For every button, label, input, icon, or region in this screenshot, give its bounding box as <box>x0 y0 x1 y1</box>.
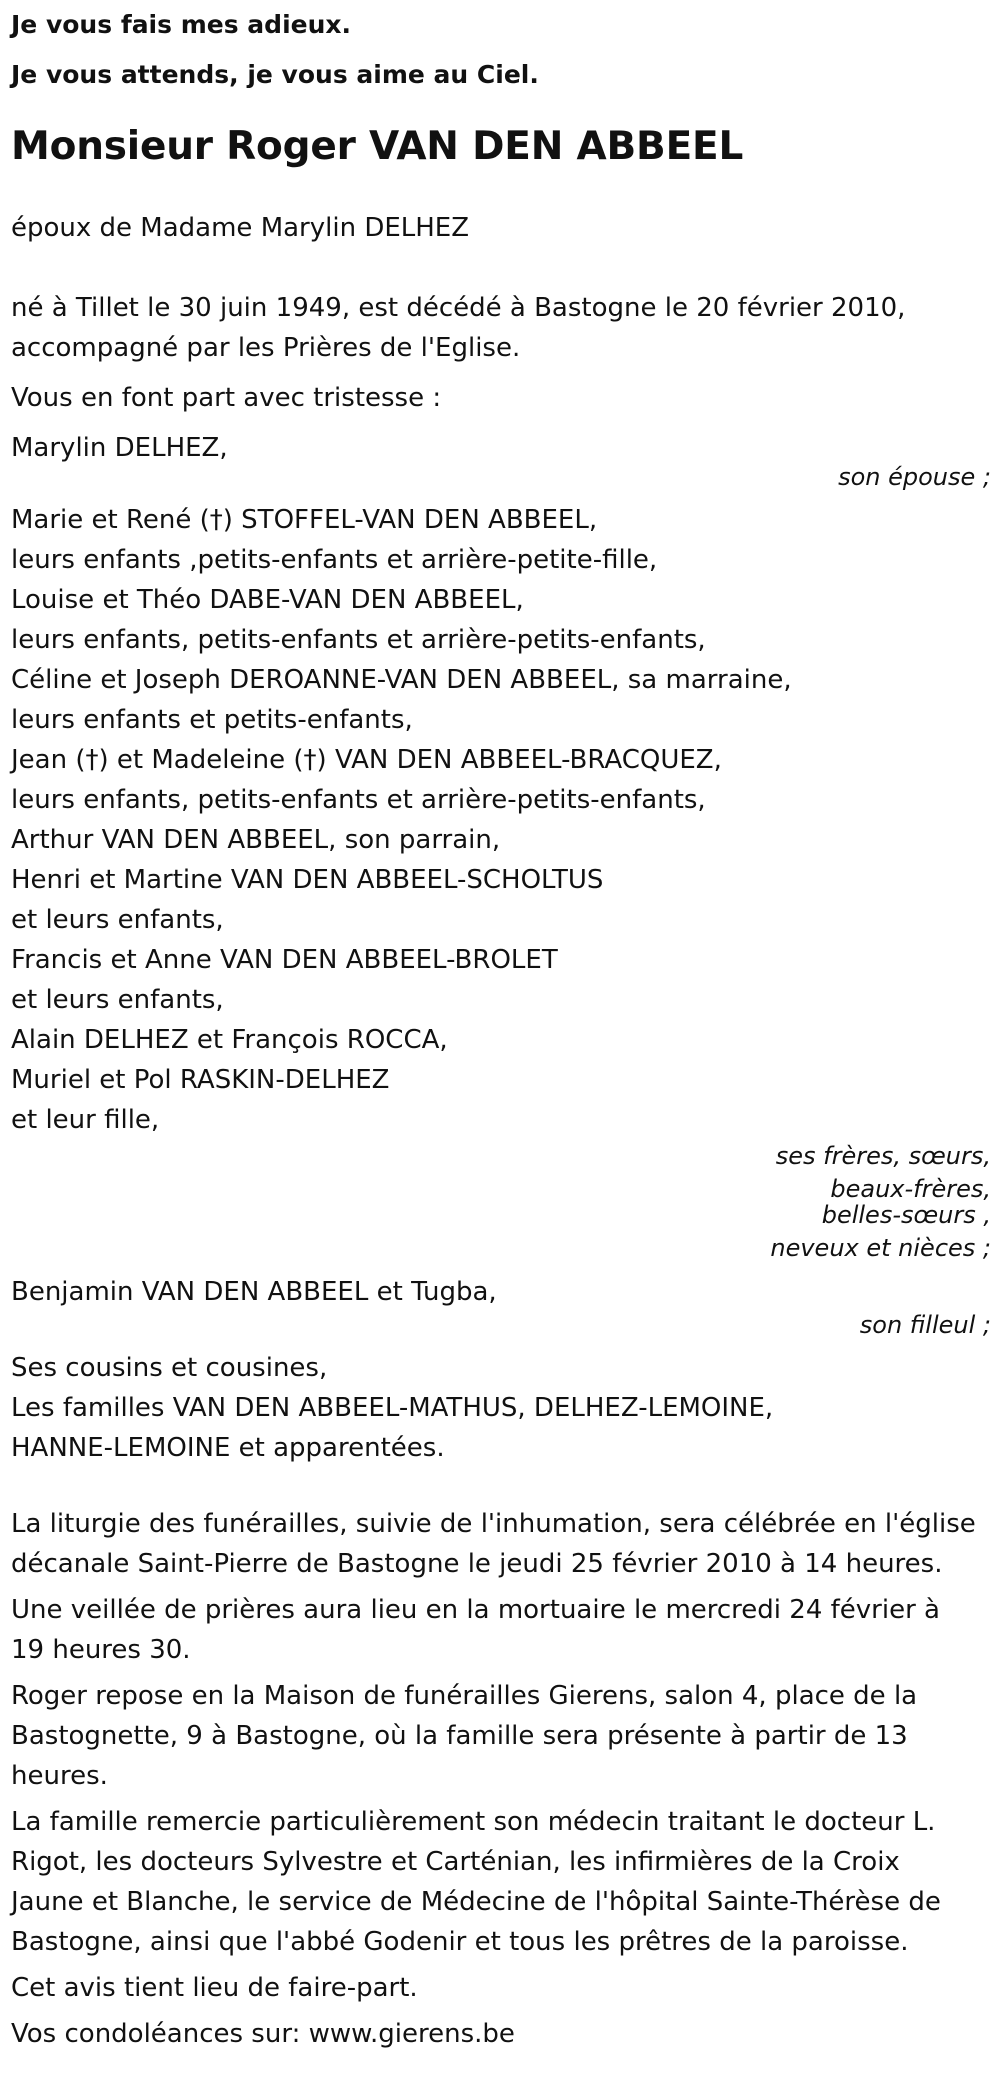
thanks-line: La famille remercie particulièrement son médecin traitant le docteur L. <box>11 1807 936 1837</box>
family-line: Jean (†) et Madeleine (†) VAN DEN ABBEEL-BRACQUEZ, <box>11 745 722 775</box>
family-line: leurs enfants et petits-enfants, <box>11 705 413 735</box>
godson-name: Benjamin VAN DEN ABBEEL et Tugba, <box>11 1277 497 1307</box>
spouse-block-name: Marylin DELHEZ, <box>11 433 228 463</box>
thanks-line: Jaune et Blanche, le service de Médecine de l'hôpital Sainte-Thérèse de <box>11 1887 941 1917</box>
thanks-line: Bastogne, ainsi que l'abbé Godenir et tous les prêtres de la paroisse. <box>11 1927 909 1957</box>
family-line: Marie et René (†) STOFFEL-VAN DEN ABBEEL, <box>11 505 598 535</box>
birth-line: accompagné par les Prières de l'Eglise. <box>11 333 521 363</box>
birth-paragraph <box>11 288 991 368</box>
siblings-relation: ses frères, sœurs, <box>775 1142 991 1170</box>
epitaph-line-2: Je vous attends, je vous aime au Ciel. <box>11 60 539 89</box>
obituary-notice <box>11 0 991 2054</box>
in-laws-relation: beaux-frères, <box>830 1175 991 1203</box>
condolences-line: Vos condoléances sur: www.gierens.be <box>11 2019 515 2049</box>
family-line: leurs enfants, petits-enfants et arrière-petits-enfants, <box>11 625 706 655</box>
spouse-line: époux de Madame Marylin DELHEZ <box>11 213 470 243</box>
cousins-line: Les familles VAN DEN ABBEEL-MATHUS, DELHEZ-LEMOINE, <box>11 1393 774 1423</box>
spouse-relation: son épouse ; <box>838 463 991 491</box>
nephews-relation: neveux et nièces ; <box>770 1234 991 1262</box>
family-line: Alain DELHEZ et François ROCCA, <box>11 1025 448 1055</box>
notice-line: Cet avis tient lieu de faire-part. <box>11 1973 418 2003</box>
rest-line: heures. <box>11 1761 108 1791</box>
cousins-line: HANNE-LEMOINE et apparentées. <box>11 1433 445 1463</box>
cousins-line: Ses cousins et cousines, <box>11 1353 328 1383</box>
family-line: Muriel et Pol RASKIN-DELHEZ <box>11 1065 390 1095</box>
rest-paragraph <box>11 1676 991 1796</box>
thanks-paragraph <box>11 1802 991 1962</box>
thanks-line: Rigot, les docteurs Sylvestre et Carténian, les infirmières de la Croix <box>11 1847 900 1877</box>
family-line: et leurs enfants, <box>11 905 224 935</box>
announcement-line: Vous en font part avec tristesse : <box>11 383 442 413</box>
godson-relation: son filleul ; <box>859 1311 991 1339</box>
family-line: et leur fille, <box>11 1105 160 1135</box>
family-line: Arthur VAN DEN ABBEEL, son parrain, <box>11 825 501 855</box>
cousins-list <box>11 1348 991 1468</box>
in-laws-relation: belles-sœurs , <box>821 1201 991 1229</box>
family-line: Henri et Martine VAN DEN ABBEEL-SCHOLTUS <box>11 865 604 895</box>
funeral-paragraph <box>11 1504 991 1584</box>
funeral-line: décanale Saint-Pierre de Bastogne le jeudi 25 février 2010 à 14 heures. <box>11 1549 943 1579</box>
family-line: Francis et Anne VAN DEN ABBEEL-BROLET <box>11 945 558 975</box>
family-line: Louise et Théo DABE-VAN DEN ABBEEL, <box>11 585 524 615</box>
funeral-line: La liturgie des funérailles, suivie de l'inhumation, sera célébrée en l'église <box>11 1509 976 1539</box>
rest-line: Roger repose en la Maison de funérailles Gierens, salon 4, place de la <box>11 1681 918 1711</box>
birth-line: né à Tillet le 30 juin 1949, est décédé à Bastogne le 20 février 2010, <box>11 293 906 323</box>
vigil-line: 19 heures 30. <box>11 1635 191 1665</box>
family-list <box>11 500 991 1140</box>
rest-line: Bastognette, 9 à Bastogne, où la famille sera présente à partir de 13 <box>11 1721 908 1751</box>
vigil-paragraph <box>11 1590 991 1670</box>
epitaph-line-1: Je vous fais mes adieux. <box>11 10 352 39</box>
vigil-line: Une veillée de prières aura lieu en la mortuaire le mercredi 24 février à <box>11 1595 940 1625</box>
family-line: et leurs enfants, <box>11 985 224 1015</box>
family-line: Céline et Joseph DEROANNE-VAN DEN ABBEEL, sa marraine, <box>11 665 792 695</box>
family-line: leurs enfants ,petits-enfants et arrière-petite-fille, <box>11 545 658 575</box>
deceased-name: Monsieur Roger VAN DEN ABBEEL <box>11 124 744 169</box>
family-line: leurs enfants, petits-enfants et arrière-petits-enfants, <box>11 785 706 815</box>
